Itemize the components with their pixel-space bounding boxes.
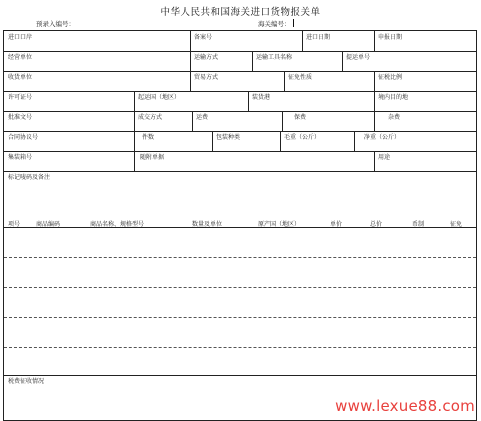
col-divider <box>374 91 375 111</box>
watermark: www.lexue88.com <box>335 397 475 415</box>
approval-no-label: 批准文号 <box>8 114 33 121</box>
col-divider <box>190 31 191 91</box>
row-divider <box>4 71 476 72</box>
col-divider <box>252 51 253 71</box>
form-title: 中华人民共和国海关进口货物报关单 <box>160 7 321 18</box>
misc-fee-label: 杂费 <box>388 114 401 121</box>
row-divider <box>4 375 476 376</box>
pieces-label: 件数 <box>142 134 155 141</box>
consignee-label: 经营单位 <box>8 54 33 61</box>
marks-remarks-label: 标记唛码及备注 <box>8 174 51 181</box>
col-divider <box>342 51 343 71</box>
col-header-currency: 币制 <box>412 221 425 228</box>
row-divider <box>4 111 476 112</box>
contract-no-label: 合同协议号 <box>8 134 39 141</box>
loading-port-label: 装货港 <box>252 94 271 101</box>
import-port-label: 进口口岸 <box>8 34 33 41</box>
deal-mode-label: 成交方式 <box>138 114 163 121</box>
col-divider <box>134 131 135 151</box>
receiver-unit-label: 收货单位 <box>8 74 33 81</box>
row-divider <box>4 227 476 228</box>
col-divider <box>374 31 375 51</box>
package-type-label: 包装种类 <box>216 134 241 141</box>
container-no-label: 集装箱号 <box>8 154 33 161</box>
record-no-label: 备案号 <box>194 34 213 41</box>
col-divider <box>374 111 375 131</box>
insurance-label: 保费 <box>294 114 307 121</box>
tax-nature-label: 征免性质 <box>288 74 313 81</box>
license-no-label: 许可证号 <box>8 94 33 101</box>
goods-row-divider <box>4 257 476 258</box>
col-divider <box>284 71 285 91</box>
col-header-hs-code: 商品编码 <box>36 221 61 228</box>
col-divider <box>192 111 193 131</box>
freight-label: 运费 <box>196 114 209 121</box>
col-divider <box>280 131 281 151</box>
col-divider <box>282 111 283 131</box>
row-divider <box>4 51 476 52</box>
usage-label: 用途 <box>378 154 391 161</box>
col-divider <box>354 131 355 151</box>
row-divider <box>4 91 476 92</box>
col-header-tax-mode: 征免 <box>450 221 463 228</box>
attached-docs-label: 随附单据 <box>140 154 165 161</box>
goods-row-divider <box>4 347 476 348</box>
goods-row-divider <box>4 287 476 288</box>
tax-info-label: 税费征收情况 <box>8 378 45 385</box>
origin-country-label: 起运国（地区） <box>138 94 181 101</box>
row-divider <box>4 171 476 172</box>
entry-no-label: 预录入编号： <box>36 20 75 28</box>
text-cursor-icon <box>293 19 294 27</box>
row-divider <box>4 151 476 152</box>
bill-no-label: 提运单号 <box>346 54 371 61</box>
col-divider <box>134 91 135 111</box>
col-divider <box>374 151 375 171</box>
tax-ratio-label: 征税比例 <box>378 74 403 81</box>
trade-mode-label: 贸易方式 <box>194 74 219 81</box>
goods-row-divider <box>4 317 476 318</box>
col-header-item-no: 项号 <box>8 221 21 228</box>
col-header-total-price: 总价 <box>370 221 383 228</box>
col-divider <box>248 91 249 111</box>
net-weight-label: 净重（公斤） <box>364 134 401 141</box>
col-divider <box>302 31 303 51</box>
col-divider <box>374 71 375 91</box>
col-header-goods-name: 商品名称、规格型号 <box>90 221 145 228</box>
gross-weight-label: 毛重（公斤） <box>284 134 321 141</box>
import-date-label: 进口日期 <box>306 34 331 41</box>
col-header-quantity: 数量及单位 <box>192 221 223 228</box>
destination-label: 境内目的地 <box>378 94 409 101</box>
declaration-form <box>3 30 477 421</box>
col-divider <box>134 111 135 131</box>
declare-date-label: 申报日期 <box>378 34 403 41</box>
customs-no-label: 海关编号： <box>258 19 294 28</box>
col-header-origin: 原产国（地区） <box>258 221 301 228</box>
row-divider <box>4 131 476 132</box>
transport-name-label: 运输工具名称 <box>256 54 293 61</box>
col-header-unit-price: 单价 <box>330 221 343 228</box>
transport-mode-label: 运输方式 <box>194 54 219 61</box>
col-divider <box>212 131 213 151</box>
col-divider <box>134 151 135 171</box>
